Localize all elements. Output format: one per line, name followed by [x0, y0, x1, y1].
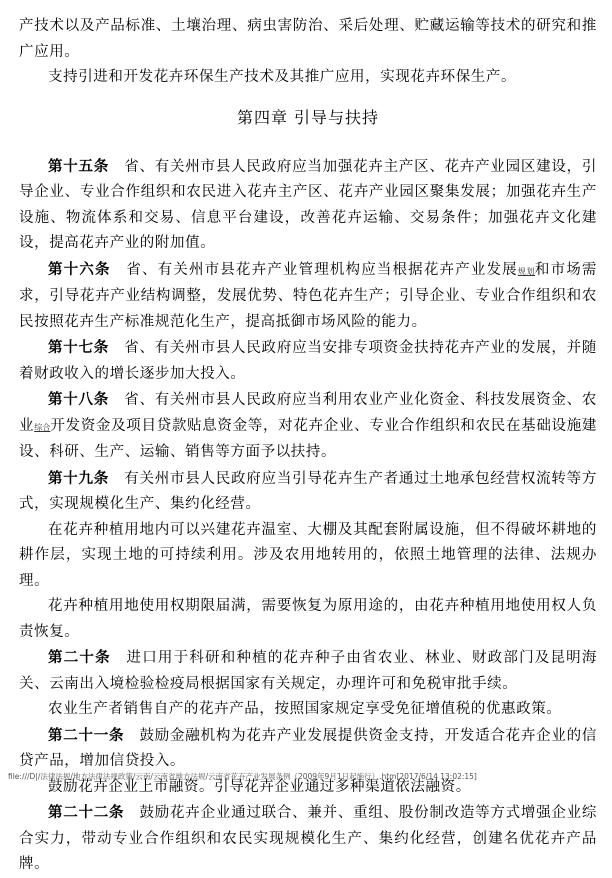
article-22: [19, 800, 597, 878]
article-label: 第十八条: [48, 391, 110, 408]
document-body: [19, 14, 597, 878]
article-label: 第二十一条: [48, 726, 125, 744]
chapter-title: 第四章 引导与扶持: [236, 107, 380, 127]
article-text: 鼓励金融机构为花卉产业发展提供资金支持，开发适合花卉企业的信贷产品，增加信贷投入。: [19, 727, 598, 769]
article-19: [19, 466, 597, 518]
article-label: 第二十二条: [48, 804, 125, 821]
article-21: [19, 723, 597, 775]
article-16: [19, 257, 597, 336]
paragraph-continued: 产技术以及产品标准、土壤治理、病虫害防治、采后处理、贮藏运输等技术的研究和推广应用。: [19, 18, 597, 60]
article-19-paragraph-2: 在花卉种植用地内可以兴建花卉温室、大棚及其配套附属设施，但不得破坏耕地的耕作层，实现土地的可持续利用。涉及农用地转用的，依照土地管理的法律、法规办理。: [19, 521, 597, 589]
paragraph-eco-production: 支持引进和开发花卉环保生产技术及其推广应用，实现花卉环保生产。: [48, 69, 517, 85]
glossary-link-comprehensive[interactable]: 综合: [34, 422, 51, 432]
article-label: 第十五条: [48, 157, 110, 175]
article-text: 鼓励花卉企业通过联合、兼并、重组、股份制改造等方式增强企业综合实力，带动专业合作组织和农民实现规模化生产、集约化经营，创建名优花卉产品牌。: [19, 805, 598, 872]
article-label: 第十七条: [48, 339, 110, 356]
article-17: [19, 335, 597, 387]
glossary-link-planning[interactable]: 规划: [517, 266, 535, 276]
article-20-paragraph-2: 农业生产者销售自产的花卉产品，按照国家规定享受免征增值税的优惠政策。: [48, 701, 562, 717]
article-text: 进口用于科研和种植的花卉种子由省农业、林业、财政部门及昆明海关、云南出入境检验检疫局根据国家有关规定，办理许可和免税审批手续。: [19, 650, 597, 692]
article-text: 有关州市县人民政府应当引导花卉生产者通过土地承包经营权流转等方式，实现规模化生产、集约化经营。: [19, 470, 597, 512]
article-text: 省、有关州市县人民政府应当利用农业产业化资金、科技发展资金、农业: [19, 392, 597, 434]
article-label: 第二十条: [48, 649, 111, 666]
article-text: 省、有关州市县人民政府应当加强花卉主产区、花卉产业园区建设，引导企业、专业合作组织和农民进入花卉主产区、花卉产业园区聚集发展；加强花卉生产设施、物流体系和交易、信息平台建设，改善花卉运输、交易条件；加强花卉文化建设，提高花卉产业的附加值。: [19, 158, 597, 251]
article-label: 第十六条: [48, 260, 111, 278]
article-text: 省、有关州市县人民政府应当安排专项资金扶持花卉产业的发展，并随着财政收入的增长逐步加大投入。: [19, 340, 597, 382]
article-20: [19, 645, 597, 697]
article-15: [19, 154, 597, 257]
article-19-paragraph-3: 花卉种植用地使用权期限届满，需要恢复为原用途的，由花卉种植用地使用权人负责恢复。: [19, 598, 597, 640]
file-path-footer: file:///D|/法律法规/地方法律法规政策/云南/云南省地方法规/云南省花卉产业发展条例（2009年9月1日起施行）.htm[2017/6/14 13:02:15]: [8, 772, 477, 781]
article-text: 和市场需求，引导花卉产业结构调整，发展优势、特色花卉生产；引导企业、专业合作组织和农民按照花卉生产标准规范化生产，提高抵御市场风险的能力。: [19, 261, 597, 330]
article-label: 第十九条: [48, 469, 110, 487]
article-text: 省、有关州市县花卉产业管理机构应当根据花卉产业发展: [126, 261, 518, 278]
article-18: [19, 387, 597, 466]
article-21-paragraph-2: 鼓励花卉企业上市融资。引导花卉企业通过多种渠道依法融资。: [48, 778, 471, 795]
article-text: 开发资金及项目贷款贴息资金等，对花卉企业、专业合作组织和农民在基础设施建设、科研、生产、运输、销售等方面予以扶持。: [19, 417, 597, 460]
